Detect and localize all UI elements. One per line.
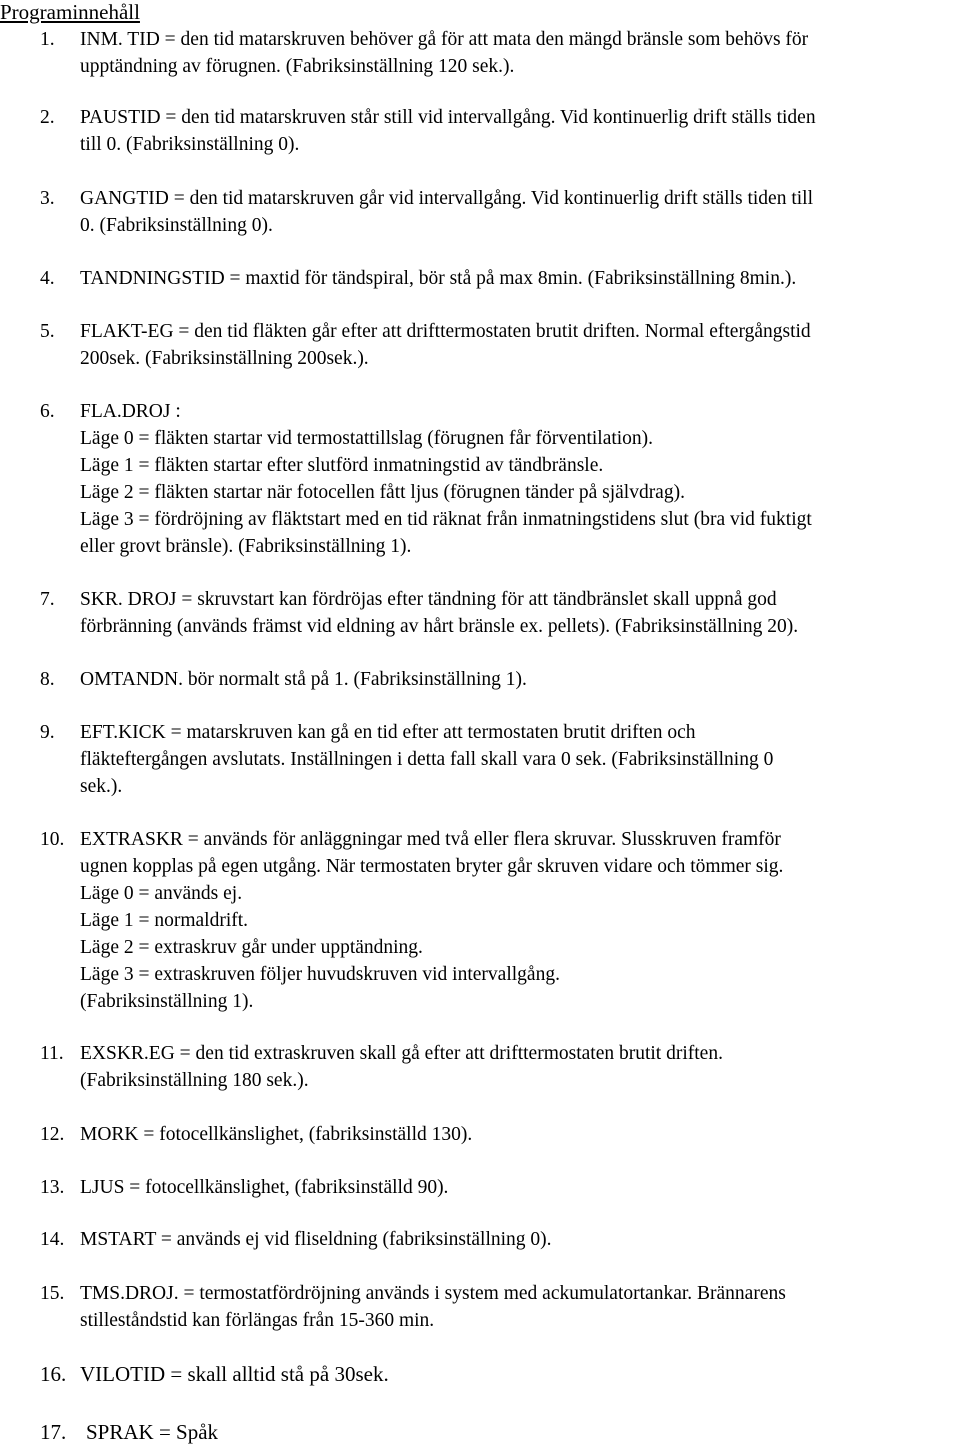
text-line: sek.). bbox=[80, 776, 123, 797]
text-line: EXSKR.EG = den tid extraskruven skall gå efter att drifttermostaten brutit driften. bbox=[80, 1043, 723, 1064]
list-item-number: 9. bbox=[40, 722, 55, 743]
text-line: (Fabriksinställning 180 sek.). bbox=[80, 1070, 309, 1091]
list-item bbox=[0, 826, 960, 1015]
text-line: LJUS = fotocellkänslighet, (fabriksinställd 90). bbox=[80, 1177, 449, 1198]
list-item bbox=[0, 398, 960, 560]
text-line: EFT.KICK = matarskruven kan gå en tid efter att termostaten brutit driften och bbox=[80, 722, 696, 743]
list-item bbox=[0, 586, 960, 640]
list-item-text bbox=[80, 666, 958, 693]
text-line: TMS.DROJ. = termostatfördröjning används i system med ackumulatortankar. Brännarens bbox=[80, 1283, 786, 1304]
list-item-number: 14. bbox=[40, 1229, 65, 1250]
list-item bbox=[0, 104, 960, 158]
text-line: eller grovt bränsle). (Fabriksinställning 1). bbox=[80, 536, 412, 557]
text-line: Läge 0 = används ej. bbox=[80, 883, 243, 904]
text-line: MORK = fotocellkänslighet, (fabriksinställd 130). bbox=[80, 1124, 473, 1145]
list-item bbox=[0, 1040, 960, 1094]
list-item-number: 15. bbox=[40, 1283, 65, 1304]
list-item bbox=[0, 666, 960, 693]
text-line: Läge 1 = fläkten startar efter slutförd inmatningstid av tändbränsle. bbox=[80, 455, 604, 476]
list-item-number: 5. bbox=[40, 321, 55, 342]
list-item-text bbox=[80, 265, 958, 292]
text-line: 200sek. (Fabriksinställning 200sek.). bbox=[80, 348, 369, 369]
text-line: VILOTID = skall alltid stå på 30sek. bbox=[80, 1362, 389, 1386]
text-line: OMTANDN. bör normalt stå på 1. (Fabriksinställning 1). bbox=[80, 669, 527, 690]
list-item-text bbox=[80, 586, 958, 640]
text-line: SPRAK = Spåk bbox=[86, 1420, 219, 1444]
text-line: till 0. (Fabriksinställning 0). bbox=[80, 134, 300, 155]
list-item-number: 16. bbox=[40, 1362, 67, 1386]
list-item-number: 2. bbox=[40, 107, 55, 128]
text-line: Läge 3 = extraskruven följer huvudskruven vid intervallgång. bbox=[80, 964, 560, 985]
list-item bbox=[0, 1280, 960, 1334]
text-line: fläkteftergången avslutats. Inställningen i detta fall skall vara 0 sek. (Fabriksinställning 0 bbox=[80, 749, 774, 770]
list-item-number: 4. bbox=[40, 268, 55, 289]
text-line: Läge 1 = normaldrift. bbox=[80, 910, 249, 931]
text-line: (Fabriksinställning 1). bbox=[80, 991, 254, 1012]
list-item-text bbox=[80, 719, 958, 800]
list-item-text bbox=[80, 1226, 958, 1253]
text-line: Läge 3 = fördröjning av fläktstart med en tid räknat från inmatningstidens slut (bra vid fuktigt bbox=[80, 509, 812, 530]
list-item-text bbox=[80, 104, 958, 158]
list-item bbox=[0, 1121, 960, 1148]
text-line: stilleståndstid kan förlängas från 15-360 min. bbox=[80, 1310, 435, 1331]
list-item-number: 11. bbox=[40, 1043, 64, 1064]
list-item bbox=[0, 265, 960, 292]
list-item bbox=[0, 318, 960, 372]
text-line: SKR. DROJ = skruvstart kan fördröjas efter tändning för att tändbränslet skall uppnå god bbox=[80, 589, 777, 610]
list-item-number: 12. bbox=[40, 1124, 65, 1145]
list-item-number: 10. bbox=[40, 829, 65, 850]
list-item bbox=[0, 1226, 960, 1253]
list-item-number: 6. bbox=[40, 401, 55, 422]
text-line: ugnen kopplas på egen utgång. När termostaten bryter går skruven vidare och tömmer sig. bbox=[80, 856, 784, 877]
list-item-text bbox=[80, 1040, 958, 1094]
list-item-text bbox=[80, 826, 958, 1015]
text-line: Läge 2 = extraskruv går under upptändning. bbox=[80, 937, 423, 958]
list-item-number: 17. bbox=[40, 1420, 67, 1444]
text-line: förbränning (används främst vid eldning av hårt bränsle ex. pellets). (Fabriksinställning 20). bbox=[80, 616, 799, 637]
list-item bbox=[0, 1418, 960, 1446]
page-title: Programinnehåll bbox=[0, 0, 140, 24]
list-item-text bbox=[80, 185, 958, 239]
list-item-text bbox=[86, 1418, 960, 1446]
text-line: TANDNINGSTID = maxtid för tändspiral, bör stå på max 8min. (Fabriksinställning 8min.). bbox=[80, 268, 797, 289]
text-line: FLAKT-EG = den tid fläkten går efter att drifttermostaten brutit driften. Normal eftergångstid bbox=[80, 321, 811, 342]
list-item-text bbox=[80, 1360, 958, 1388]
text-line: 0. (Fabriksinställning 0). bbox=[80, 215, 273, 236]
text-line: Läge 2 = fläkten startar när fotocellen fått ljus (förugnen tänder på självdrag). bbox=[80, 482, 685, 503]
list-item-text bbox=[80, 1121, 958, 1148]
text-line: FLA.DROJ : bbox=[80, 401, 181, 422]
text-line: INM. TID = den tid matarskruven behöver gå för att mata den mängd bränsle som behövs för bbox=[80, 29, 809, 50]
list-item-number: 3. bbox=[40, 188, 55, 209]
list-item-number: 8. bbox=[40, 669, 55, 690]
text-line: upptändning av förugnen. (Fabriksinställning 120 sek.). bbox=[80, 56, 515, 77]
text-line: GANGTID = den tid matarskruven går vid intervallgång. Vid kontinuerlig drift ställs tiden till bbox=[80, 188, 813, 209]
list-item bbox=[0, 1360, 960, 1388]
list-item-text bbox=[80, 398, 958, 560]
text-line: MSTART = används ej vid fliseldning (fabriksinställning 0). bbox=[80, 1229, 552, 1250]
list-item-number: 7. bbox=[40, 589, 55, 610]
list-item bbox=[0, 185, 960, 239]
text-line: EXTRASKR = används för anläggningar med två eller flera skruvar. Slusskruven framför bbox=[80, 829, 781, 850]
text-line: PAUSTID = den tid matarskruven står still vid intervallgång. Vid kontinuerlig drift ställs tiden bbox=[80, 107, 816, 128]
list-item-number: 1. bbox=[40, 29, 55, 50]
list-item-number: 13. bbox=[40, 1177, 65, 1198]
list-item-text bbox=[80, 318, 958, 372]
list-item bbox=[0, 719, 960, 800]
text-line: Läge 0 = fläkten startar vid termostattillslag (förugnen får förventilation). bbox=[80, 428, 654, 449]
list-item-text bbox=[80, 26, 958, 80]
list-item bbox=[0, 1174, 960, 1201]
list-item bbox=[0, 26, 960, 80]
list-item-text bbox=[80, 1174, 958, 1201]
list-item-text bbox=[80, 1280, 958, 1334]
